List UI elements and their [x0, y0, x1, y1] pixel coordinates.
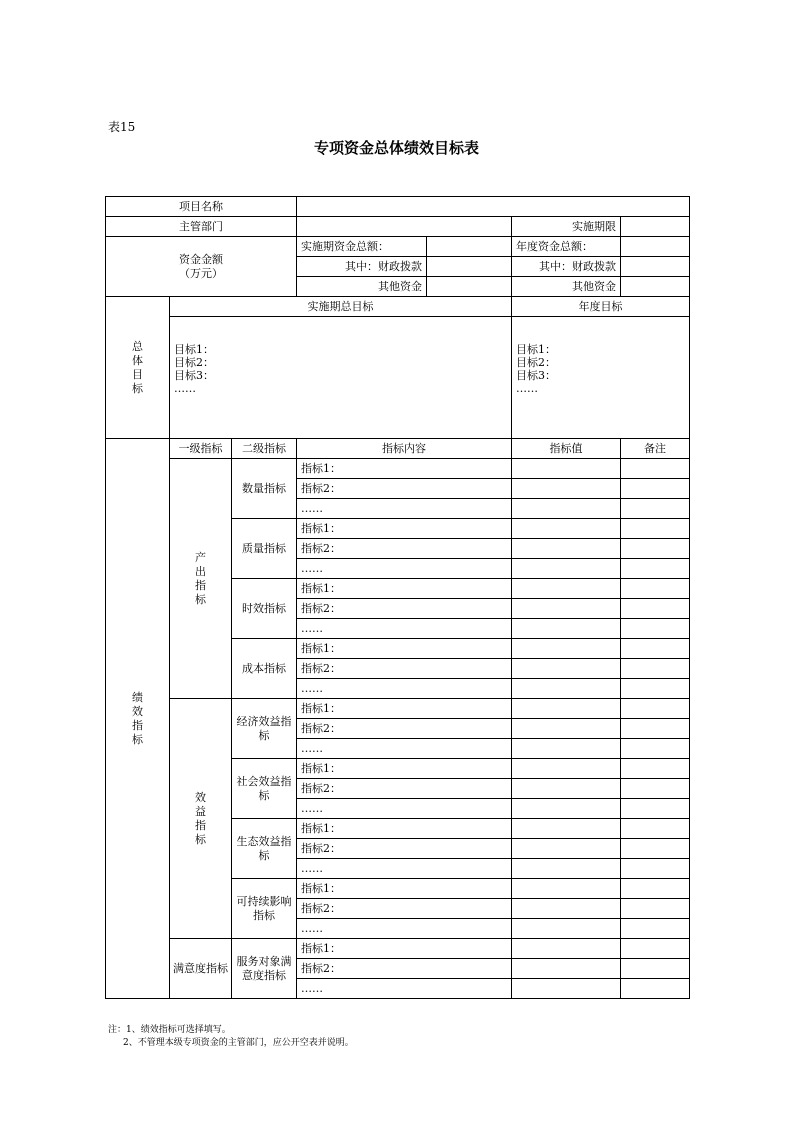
indicator-content-cell[interactable]: 指标2：: [297, 959, 512, 979]
level1-indicator: [170, 699, 232, 939]
year-finance-cell[interactable]: [621, 257, 690, 277]
indicator-note-cell[interactable]: [621, 579, 690, 599]
level1-indicator: [170, 459, 232, 699]
notes: [108, 1024, 354, 1050]
period-other-cell[interactable]: [427, 277, 512, 297]
indicator-note-cell[interactable]: [621, 499, 690, 519]
indicator-content-cell[interactable]: 指标2：: [297, 719, 512, 739]
indicator-note-cell[interactable]: [621, 799, 690, 819]
year-total-label: 年度资金总额：: [512, 237, 621, 257]
year-goal-item: 目标3：: [516, 369, 557, 382]
table-number: 表15: [108, 120, 136, 134]
indicator-note-cell[interactable]: [621, 479, 690, 499]
indicator-content-cell[interactable]: 指标2：: [297, 899, 512, 919]
indicator-content-cell[interactable]: 指标2：: [297, 659, 512, 679]
period-goal-header: 实施期总目标: [170, 297, 512, 317]
overall-goal-label: [106, 297, 170, 439]
level1-char: 产: [195, 550, 206, 564]
year-goals-list: [516, 343, 685, 395]
indicator-value-cell[interactable]: [512, 599, 621, 619]
indicator-value-cell[interactable]: [512, 679, 621, 699]
year-goal-item: ……: [516, 382, 539, 395]
indicator-value-cell[interactable]: [512, 799, 621, 819]
indicator-content-cell[interactable]: 指标1：: [297, 759, 512, 779]
period-total-label: 实施期资金总额：: [297, 237, 427, 257]
indicator-content-cell[interactable]: ……: [297, 919, 512, 939]
indicator-content-cell[interactable]: 指标2：: [297, 779, 512, 799]
indicator-value-cell[interactable]: [512, 699, 621, 719]
performance-indicator-label: [106, 439, 170, 999]
indicator-note-cell[interactable]: [621, 739, 690, 759]
level1-char: 效: [195, 790, 206, 804]
indicator-note-cell[interactable]: [621, 859, 690, 879]
indicator-value-cell[interactable]: [512, 779, 621, 799]
header-level2: 二级指标: [232, 439, 297, 459]
level2-indicator: 社会效益指标: [232, 759, 297, 819]
indicator-content-cell[interactable]: 指标1：: [297, 879, 512, 899]
indicator-content-cell[interactable]: ……: [297, 739, 512, 759]
header-note: 备注: [621, 439, 690, 459]
indicator-content-cell[interactable]: ……: [297, 499, 512, 519]
indicator-content-cell[interactable]: 指标1：: [297, 699, 512, 719]
level2-indicator: 质量指标: [232, 519, 297, 579]
indicator-note-cell[interactable]: [621, 699, 690, 719]
indicator-content-cell[interactable]: ……: [297, 799, 512, 819]
performance-label-char: 指: [132, 718, 143, 732]
indicator-note-cell[interactable]: [621, 559, 690, 579]
indicator-note-cell[interactable]: [621, 959, 690, 979]
indicator-value-cell[interactable]: [512, 459, 621, 479]
indicator-note-cell[interactable]: [621, 539, 690, 559]
level2-indicator: 数量指标: [232, 459, 297, 519]
indicator-value-cell[interactable]: [512, 559, 621, 579]
indicator-value-cell[interactable]: [512, 519, 621, 539]
year-finance-label: 其中：财政拨款: [512, 257, 621, 277]
indicator-value-cell[interactable]: [512, 759, 621, 779]
project-name-label: 项目名称: [106, 197, 297, 217]
year-goals-cell[interactable]: [512, 317, 690, 439]
indicator-note-cell[interactable]: [621, 719, 690, 739]
level1-char: 标: [195, 592, 206, 606]
indicator-content-cell[interactable]: 指标2：: [297, 599, 512, 619]
period-goal-item: 目标1：: [174, 343, 214, 356]
header-content: 指标内容: [297, 439, 512, 459]
period-goals-cell[interactable]: [170, 317, 512, 439]
indicator-value-cell[interactable]: [512, 619, 621, 639]
overall-goal-label-char: 体: [132, 353, 143, 367]
indicator-value-cell[interactable]: [512, 819, 621, 839]
level1-char: 指: [195, 578, 206, 592]
funds-label-line2: （万元）: [179, 266, 224, 280]
funds-label: [106, 237, 297, 297]
performance-label-char: 效: [132, 704, 143, 718]
indicator-value-cell[interactable]: [512, 659, 621, 679]
indicator-content-cell[interactable]: ……: [297, 619, 512, 639]
period-cell[interactable]: [621, 217, 690, 237]
department-label: 主管部门: [106, 217, 297, 237]
indicator-note-cell[interactable]: [621, 939, 690, 959]
indicator-content-cell[interactable]: 指标2：: [297, 479, 512, 499]
period-other-label: 其他资金: [297, 277, 427, 297]
year-other-cell[interactable]: [621, 277, 690, 297]
indicator-note-cell[interactable]: [621, 779, 690, 799]
indicator-note-cell[interactable]: [621, 819, 690, 839]
indicator-value-cell[interactable]: [512, 739, 621, 759]
page-title: 专项资金总体绩效目标表: [313, 139, 479, 157]
indicator-content-cell[interactable]: 指标1：: [297, 819, 512, 839]
performance-label-char: 绩: [132, 690, 143, 704]
indicator-note-cell[interactable]: [621, 659, 690, 679]
note-line-2: 2、不管理本级专项资金的主管部门，应公开空表并说明。: [123, 1038, 354, 1048]
indicator-content-cell[interactable]: ……: [297, 679, 512, 699]
period-goal-item: 目标2：: [174, 356, 214, 369]
department-cell[interactable]: [297, 217, 512, 237]
indicator-content-cell[interactable]: 指标2：: [297, 839, 512, 859]
indicator-note-cell[interactable]: [621, 979, 690, 999]
indicator-value-cell[interactable]: [512, 959, 621, 979]
period-goal-item: 目标3：: [174, 369, 214, 382]
indicator-note-cell[interactable]: [621, 839, 690, 859]
year-other-label: 其他资金: [512, 277, 621, 297]
header-level1: 一级指标: [170, 439, 232, 459]
indicator-value-cell[interactable]: [512, 579, 621, 599]
indicator-note-cell[interactable]: [621, 879, 690, 899]
indicator-content-cell[interactable]: 指标1：: [297, 639, 512, 659]
period-finance-cell[interactable]: [427, 257, 512, 277]
level2-indicator: 时效指标: [232, 579, 297, 639]
indicator-value-cell[interactable]: [512, 719, 621, 739]
year-goal-item: 目标1：: [516, 343, 557, 356]
indicator-note-cell[interactable]: [621, 639, 690, 659]
note-line-1: 注：1、绩效指标可选择填写。: [108, 1025, 231, 1035]
performance-goal-table: [105, 196, 690, 999]
indicator-value-cell[interactable]: [512, 879, 621, 899]
indicator-content-cell[interactable]: ……: [297, 979, 512, 999]
indicator-value-cell[interactable]: [512, 839, 621, 859]
level2-indicator: 服务对象满意度指标: [232, 939, 297, 999]
performance-label-char: 标: [132, 732, 143, 746]
level1-char: 指: [195, 818, 206, 832]
level2-indicator: 成本指标: [232, 639, 297, 699]
performance-indicator-label-text: [110, 691, 165, 747]
indicator-content-cell[interactable]: 指标2：: [297, 539, 512, 559]
funds-label-line1: 资金金额: [179, 252, 224, 266]
indicator-note-cell[interactable]: [621, 679, 690, 699]
indicator-note-cell[interactable]: [621, 599, 690, 619]
indicator-note-cell[interactable]: [621, 759, 690, 779]
indicator-note-cell[interactable]: [621, 619, 690, 639]
table-row: [106, 699, 690, 719]
level2-indicator: 生态效益指标: [232, 819, 297, 879]
indicator-value-cell[interactable]: [512, 939, 621, 959]
indicator-content-cell[interactable]: 指标1：: [297, 939, 512, 959]
overall-goal-label-char: 目: [132, 367, 143, 381]
level1-indicator: 满意度指标: [170, 939, 232, 999]
year-goal-item: 目标2：: [516, 356, 557, 369]
period-goals-list: [174, 343, 507, 395]
indicator-value-cell[interactable]: [512, 859, 621, 879]
indicator-content-cell[interactable]: 指标1：: [297, 459, 512, 479]
table-row: [106, 459, 690, 479]
overall-goal-label-text: [110, 340, 165, 396]
indicator-content-cell[interactable]: ……: [297, 859, 512, 879]
period-goal-item: ……: [174, 382, 196, 395]
level1-char: 标: [195, 832, 206, 846]
indicator-value-cell[interactable]: [512, 919, 621, 939]
indicator-note-cell[interactable]: [621, 459, 690, 479]
period-finance-label: 其中：财政拨款: [297, 257, 427, 277]
indicator-value-cell[interactable]: [512, 899, 621, 919]
year-total-cell[interactable]: [621, 237, 690, 257]
indicator-note-cell[interactable]: [621, 519, 690, 539]
indicator-note-cell[interactable]: [621, 899, 690, 919]
indicator-value-cell[interactable]: [512, 499, 621, 519]
level2-indicator: 可持续影响指标: [232, 879, 297, 939]
indicator-note-cell[interactable]: [621, 919, 690, 939]
level1-char: 益: [195, 804, 206, 818]
level2-indicator: 经济效益指标: [232, 699, 297, 759]
indicator-value-cell[interactable]: [512, 479, 621, 499]
overall-goal-label-char: 总: [132, 339, 143, 353]
level1-char: 出: [195, 564, 206, 578]
header-value: 指标值: [512, 439, 621, 459]
indicator-content-cell[interactable]: 指标1：: [297, 579, 512, 599]
year-goal-header: 年度目标: [512, 297, 690, 317]
indicator-value-cell[interactable]: [512, 979, 621, 999]
indicator-content-cell[interactable]: ……: [297, 559, 512, 579]
period-label: 实施期限: [512, 217, 621, 237]
project-name-cell[interactable]: [297, 197, 690, 217]
overall-goal-label-char: 标: [132, 381, 143, 395]
indicator-content-cell[interactable]: 指标1：: [297, 519, 512, 539]
period-total-cell[interactable]: [427, 237, 512, 257]
indicator-value-cell[interactable]: [512, 639, 621, 659]
table-row: [106, 939, 690, 959]
indicator-value-cell[interactable]: [512, 539, 621, 559]
